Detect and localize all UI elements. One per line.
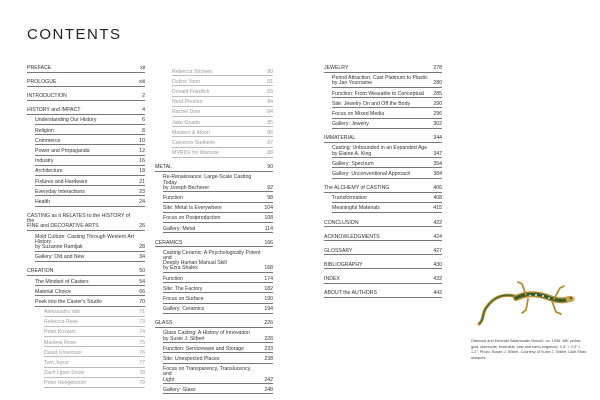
toc-artist-entry — [44, 341, 145, 348]
toc-entry-page: 18 — [139, 168, 145, 175]
toc-entry-title: Focus on Postproduction — [163, 215, 221, 222]
toc-subsection-entry — [35, 129, 145, 136]
toc-section-entry — [27, 108, 145, 115]
toc-entry-page: 21 — [139, 178, 145, 185]
toc-entry-page: 50 — [139, 268, 145, 275]
toc-entry-title: Rebecca Rose — [44, 319, 79, 326]
toc-entry-title: Nerd Preston — [172, 99, 203, 106]
toc-subsection-entry — [163, 251, 273, 273]
toc-entry-page: 182 — [264, 285, 273, 292]
toc-entry-title: Zach Lipari Snow — [44, 370, 85, 377]
toc-entry-title: Function — [163, 194, 183, 201]
image-caption: Diamond and Emerald Salamander Brooch, ca. 1935. 18K yellow gold, diamonds, emeralds, cast and hand-engraved, 3.4" × 0.3" × 1.2". Photo: Susan J. Silbert. Courtesy of Susie J. Silbert, Lilah Eban antiques. — [471, 339, 587, 360]
toc-section-entry — [155, 241, 273, 248]
toc-entry-title: Commerce — [35, 137, 61, 144]
toc-entry-title: PREFACE — [27, 65, 52, 71]
toc-entry-title: Function — [163, 275, 183, 282]
toc-entry-title: GLOSSARY — [324, 247, 353, 254]
toc-section-entry — [324, 221, 442, 228]
toc-subsection-entry — [163, 307, 273, 314]
toc-subsection-entry — [163, 277, 273, 284]
toc-section-entry — [324, 66, 442, 73]
toc-entry-page: 23 — [139, 188, 145, 195]
toc-entry-page: 104 — [264, 205, 273, 212]
toc-entry-page: xiii — [138, 79, 145, 86]
toc-section-entry — [324, 249, 442, 256]
toc-entry-title: Gallery: Old and New — [35, 254, 85, 261]
toc-artist-entry — [44, 320, 145, 327]
toc-subsection-entry — [35, 139, 145, 146]
toc-entry-title: Site: The Factory — [163, 285, 203, 292]
toc-subsection-entry — [332, 92, 442, 99]
toc-entry-page: 77 — [139, 360, 145, 367]
toc-entry-title: Gallery: Spectrum — [332, 160, 374, 167]
toc-entry-title: Fixtures and Hardware — [35, 178, 88, 185]
toc-entry-title: Casting: Unbounded in an Expanded Age by Elaine A. King — [332, 145, 428, 157]
toc-entry-page: 16 — [139, 158, 145, 165]
toc-entry-page: 2 — [142, 93, 145, 100]
toc-entry-title: Everyday Interactions — [35, 188, 85, 195]
toc-entry-page: 76 — [139, 349, 145, 356]
toc-entry-title: METAL — [155, 164, 172, 171]
toc-entry-page: 12 — [139, 148, 145, 155]
toc-entry-page: 442 — [433, 290, 442, 297]
toc-subsection-entry — [163, 216, 273, 223]
toc-subsection-entry — [35, 169, 145, 176]
toc-entry-page: 166 — [264, 239, 273, 246]
toc-entry-title: Material Choice — [35, 288, 72, 295]
toc-entry-page: 408 — [433, 195, 442, 202]
toc-entry-title: Marlene Rose — [44, 339, 77, 346]
toc-entry-title: Rachel Dow — [172, 109, 200, 116]
toc-subsection-entry — [163, 196, 273, 203]
toc-entry-title: JEWELRY — [324, 65, 349, 71]
toc-entry-page: 238 — [264, 356, 273, 363]
toc-subsection-entry — [35, 200, 145, 207]
toc-entry-page: 347 — [433, 150, 442, 157]
toc-entry-page: 432 — [433, 275, 442, 282]
toc-entry-page: 422 — [433, 219, 442, 226]
toc-entry-page: 194 — [264, 306, 273, 313]
toc-entry-title: GLASS — [155, 320, 173, 327]
toc-entry-page: 174 — [264, 275, 273, 282]
toc-subsection-entry — [163, 357, 273, 364]
toc-entry-page: 285 — [433, 90, 442, 97]
toc-subsection-entry — [332, 112, 442, 119]
toc-entry-page: 354 — [433, 160, 442, 167]
toc-column-3 — [324, 66, 442, 298]
toc-entry-title: Industry — [35, 158, 54, 165]
toc-subsection-entry — [332, 76, 442, 88]
toc-entry-title: Jake Goade — [172, 119, 200, 126]
toc-entry-page: 90 — [267, 164, 273, 171]
toc-entry-title: CERAMICS — [155, 239, 183, 246]
toc-entry-title: Dukno Yoon — [172, 78, 200, 85]
toc-entry-title: Site: Jewelry On and Off the Body — [332, 100, 411, 107]
toc-subsection-entry — [35, 290, 145, 297]
toc-entry-page: 87 — [267, 139, 273, 146]
toc-artist-entry — [44, 361, 145, 368]
toc-entry-title: Site: Metal Is Everywhere — [163, 205, 222, 212]
toc-entry-title: BIBLIOGRAPHY — [324, 261, 363, 268]
toc-entry-title: David Unterman — [44, 349, 82, 356]
toc-artist-entry — [44, 330, 145, 337]
toc-entry-page: 302 — [433, 121, 442, 128]
toc-entry-title: Site: Unexpected Places — [163, 356, 220, 363]
toc-section-entry — [27, 214, 145, 231]
toc-entry-page: 86 — [267, 129, 273, 136]
toc-entry-page: 92 — [267, 184, 273, 191]
toc-entry-title: INDEX — [324, 275, 340, 282]
toc-entry-title: Gallery: Unconventional Approach — [332, 171, 411, 177]
toc-entry-title: Casting Ceramic: A Psychologically Potent and Deeply Human Manual Skill by Ezra Shales — [163, 249, 261, 272]
toc-entry-page: xii — [140, 65, 145, 71]
toc-subsection-entry — [332, 146, 442, 158]
salamander-brooch-image — [476, 268, 576, 338]
toc-entry-page: 98 — [267, 194, 273, 201]
toc-entry-title: Gallery: Jewelry — [332, 121, 369, 128]
toc-entry-page: 66 — [139, 288, 145, 295]
toc-entry-page: 74 — [139, 329, 145, 336]
toc-entry-title: The Mindset of Casters — [35, 278, 89, 285]
toc-entry-title: Power and Propaganda — [35, 148, 90, 155]
page-title: CONTENTS — [27, 26, 122, 43]
toc-section-entry — [27, 80, 145, 87]
toc-entry-page: 384 — [433, 171, 442, 177]
toc-artist-entry — [172, 131, 273, 138]
toc-entry-title: Aleksandra Vali — [44, 309, 80, 316]
toc-entry-page: 78 — [139, 370, 145, 377]
toc-entry-title: CASTING as it RELATES to the HISTORY of the FINE and DECORATIVE ARTS — [27, 213, 131, 230]
toc-subsection-entry — [35, 149, 145, 156]
toc-entry-title: Focus on Mixed Media — [332, 110, 385, 117]
toc-subsection-entry — [163, 206, 273, 213]
toc-entry-title: Rebecca Strzelec — [172, 68, 213, 75]
toc-entry-page: 84 — [267, 99, 273, 106]
toc-subsection-entry — [35, 235, 145, 252]
toc-subsection-entry — [35, 300, 145, 307]
toc-artist-entry — [172, 151, 273, 158]
toc-entry-page: 248 — [264, 386, 273, 393]
toc-artist-entry — [172, 121, 273, 128]
toc-entry-title: The ALCHEMY of CASTING — [324, 185, 390, 192]
toc-subsection-entry — [163, 297, 273, 304]
toc-entry-title: Health — [35, 198, 50, 205]
toc-entry-page: 80 — [267, 68, 273, 75]
toc-artist-entry — [172, 70, 273, 77]
toc-section-entry — [27, 94, 145, 101]
toc-subsection-entry — [163, 175, 273, 192]
toc-entry-title: Focus on Transparency, Translucency, and Light — [163, 366, 252, 383]
toc-entry-title: INTRODUCTION — [27, 93, 67, 100]
toc-section-entry — [27, 269, 145, 276]
toc-entry-page: 415 — [433, 205, 442, 212]
toc-entry-page: 70 — [139, 298, 145, 305]
toc-entry-page: 114 — [264, 225, 273, 232]
toc-subsection-entry — [163, 331, 273, 343]
toc-entry-page: 278 — [433, 65, 442, 71]
toc-entry-page: 168 — [264, 265, 273, 272]
toc-entry-title: PROLOGUE — [27, 79, 57, 86]
toc-entry-page: 296 — [433, 110, 442, 117]
toc-entry-page: 344 — [433, 135, 442, 142]
toc-entry-page: 6 — [142, 117, 145, 124]
toc-entry-title: Function: Serviceware and Storage — [163, 345, 245, 352]
toc-subsection-entry — [35, 159, 145, 166]
toc-entry-title: Period Attraction: Cast Platinum to Plastic by Jan Yourname — [332, 75, 428, 87]
toc-subsection-entry — [163, 347, 273, 354]
toc-entry-page: 24 — [139, 198, 145, 205]
toc-entry-title: Peter Kovacic — [44, 329, 77, 336]
toc-entry-title: CONCLUSION — [324, 219, 359, 226]
toc-entry-title: Architecture — [35, 168, 63, 175]
toc-subsection-entry — [332, 102, 442, 109]
toc-section-entry — [27, 66, 145, 73]
toc-artist-entry — [172, 100, 273, 107]
toc-subsection-entry — [332, 206, 442, 213]
toc-entry-title: Religion — [35, 127, 54, 134]
toc-artist-entry — [44, 371, 145, 378]
toc-section-entry — [155, 321, 273, 328]
toc-entry-title: Mold Culture: Casting Through Western Art History by Suzanne Ramljak — [35, 233, 134, 251]
toc-subsection-entry — [35, 190, 145, 197]
toc-entry-page: 26 — [139, 223, 145, 230]
toc-entry-page: 280 — [433, 80, 442, 87]
toc-entry-page: 85 — [267, 119, 273, 126]
toc-entry-title: Glass Casting: A History of Innovation by Susie J. Silbert — [163, 330, 250, 342]
toc-subsection-entry — [163, 287, 273, 294]
toc-section-entry — [324, 291, 442, 298]
toc-entry-page: 83 — [267, 88, 273, 95]
toc-column-1 — [27, 66, 145, 388]
toc-subsection-entry — [35, 255, 145, 262]
toc-entry-title: Peek into the Caster's Studio — [35, 298, 102, 305]
toc-artist-entry — [44, 310, 145, 317]
toc-artist-entry — [172, 110, 273, 117]
toc-entry-page: 242 — [264, 376, 273, 383]
toc-subsection-entry — [163, 367, 273, 384]
toc-entry-page: 108 — [264, 215, 273, 222]
toc-entry-page: 190 — [264, 295, 273, 302]
toc-entry-page: 430 — [433, 261, 442, 268]
toc-entry-title: Peter Hoogeboom — [44, 380, 87, 387]
toc-entry-page: 228 — [264, 335, 273, 342]
toc-entry-title: HISTORY and IMPACT — [27, 107, 81, 114]
toc-column-2 — [155, 66, 273, 394]
toc-artist-entry — [172, 80, 273, 87]
toc-entry-title: Gallery: Metal — [163, 225, 195, 232]
toc-entry-page: 4 — [142, 107, 145, 114]
toc-entry-title: IMMATERIAL — [324, 135, 356, 142]
toc-entry-page: 75 — [139, 339, 145, 346]
toc-entry-page: 81 — [267, 78, 273, 85]
toc-entry-page: 88 — [267, 150, 273, 157]
toc-section-entry — [324, 186, 442, 193]
toc-entry-title: Donald Friedlich — [172, 88, 210, 95]
toc-entry-title: Gallery: Ceramics — [163, 306, 205, 313]
toc-section-entry — [324, 136, 442, 143]
toc-entry-title: Function: From Wearable to Conceptual — [332, 90, 424, 97]
toc-entry-title: CREATION — [27, 268, 54, 275]
toc-entry-page: 424 — [433, 233, 442, 240]
toc-subsection-entry — [35, 118, 145, 125]
toc-entry-page: 84 — [267, 109, 273, 116]
toc-entry-title: Transformation — [332, 195, 367, 202]
toc-entry-page: 233 — [264, 345, 273, 352]
toc-subsection-entry — [35, 280, 145, 287]
toc-artist-entry — [172, 90, 273, 97]
toc-subsection-entry — [35, 180, 145, 187]
toc-entry-page: 226 — [264, 320, 273, 327]
toc-entry-title: Tom Joyce — [44, 360, 69, 367]
toc-section-entry — [324, 277, 442, 284]
toc-entry-page: 79 — [139, 380, 145, 387]
toc-entry-title: ACKNOWLEDGMENTS — [324, 233, 380, 240]
toc-artist-entry — [172, 141, 273, 148]
toc-artist-entry — [44, 381, 145, 388]
toc-entry-title: Understanding Our History — [35, 117, 97, 124]
toc-entry-title: Re-Renaissance: Large-Scale Casting Today by Joseph Becherer — [163, 174, 252, 191]
toc-entry-page: 10 — [139, 137, 145, 144]
toc-artist-entry — [44, 351, 145, 358]
toc-section-entry — [324, 235, 442, 242]
toc-entry-title: Gallery: Glass — [163, 386, 196, 393]
toc-section-entry — [324, 263, 442, 270]
toc-entry-page: 34 — [139, 254, 145, 261]
toc-entry-title: ABOUT the AUTHORS — [324, 290, 377, 297]
toc-entry-title: Cameron Stalheim — [172, 139, 215, 146]
toc-subsection-entry — [332, 122, 442, 129]
toc-subsection-entry — [332, 162, 442, 169]
toc-subsection-entry — [332, 172, 442, 179]
toc-entry-page: 71 — [139, 309, 145, 316]
toc-entry-page: 73 — [139, 319, 145, 326]
toc-section-entry — [155, 165, 273, 172]
toc-entry-title: Masters & Moon — [172, 129, 210, 136]
toc-subsection-entry — [163, 227, 273, 234]
toc-entry-title: Focus on Surface — [163, 295, 204, 302]
toc-entry-page: 54 — [139, 278, 145, 285]
toc-entry-page: 28 — [139, 244, 145, 251]
toc-entry-page: 8 — [142, 127, 145, 134]
toc-entry-page: 290 — [433, 100, 442, 107]
toc-subsection-entry — [163, 388, 273, 395]
toc-entry-title: MVRDV for Wamote — [172, 150, 219, 157]
toc-entry-page: 406 — [433, 185, 442, 192]
toc-subsection-entry — [332, 196, 442, 203]
toc-entry-page: 427 — [433, 247, 442, 254]
toc-entry-title: Meaningful Materials — [332, 205, 380, 212]
